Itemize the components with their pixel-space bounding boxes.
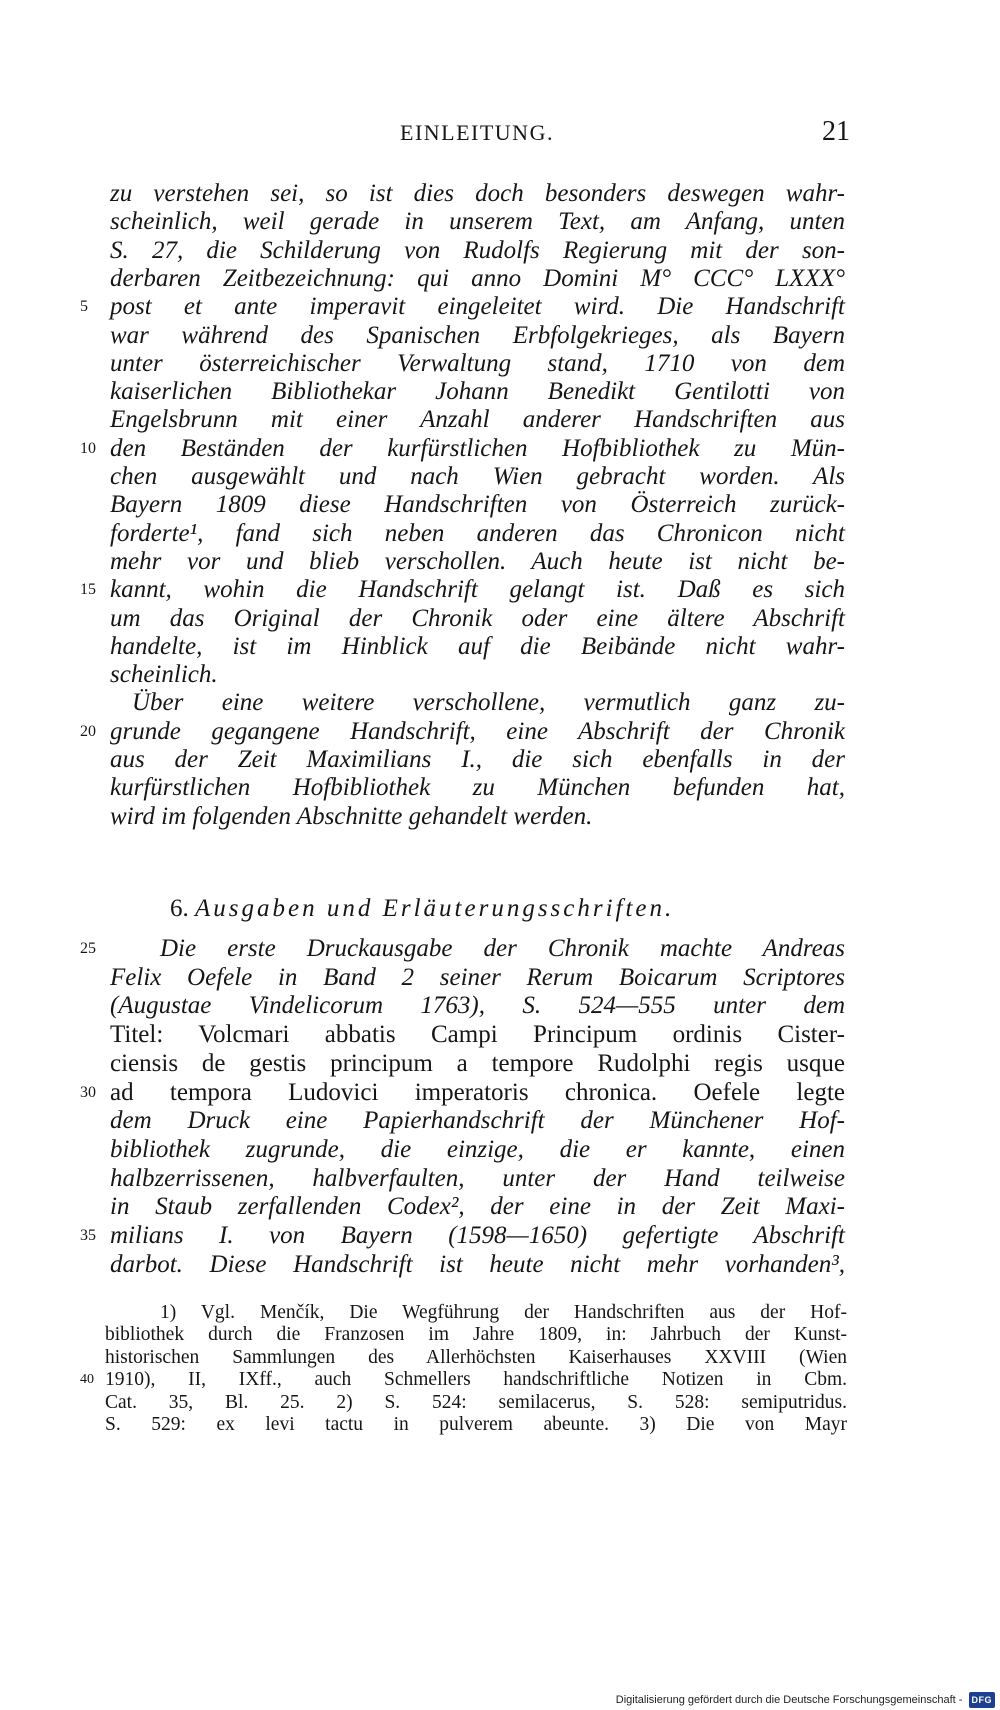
section-title: Ausgaben und Erläuterungsschriften. <box>195 895 675 922</box>
body-line: kaiserlichen Bibliothekar Johann Benedikt Gentilotti von <box>110 378 845 406</box>
section-line: halbzerrissenen, halbverfaulten, unter der Hand teilweise <box>110 1164 845 1192</box>
section-line: (Augustae Vindelicorum 1763), S. 524—555 unter dem <box>110 992 845 1020</box>
section-line: in Staub zerfallenden Codex², der eine in der Zeit Maxi- <box>110 1193 845 1221</box>
body-line: wird im folgenden Abschnitte gehandelt werden. <box>110 802 593 830</box>
body-line: forderte¹, fand sich neben anderen das Chronicon nicht <box>110 519 845 547</box>
line-number: 35 <box>80 1227 96 1244</box>
section-number: 6. <box>170 895 189 922</box>
body-line: Über eine weitere verschollene, vermutlich ganz zu- <box>132 689 845 717</box>
body-line: handelte, ist im Hinblick auf die Beibände nicht wahr- <box>110 632 845 660</box>
footnote-line: 1) Vgl. Menčík, Die Wegführung der Handschriften aus der Hof- <box>160 1302 847 1323</box>
section-line: ciensis de gestis principum a tempore Rudolphi regis usque <box>110 1049 845 1077</box>
section-line: milians I. von Bayern (1598—1650) gefertigte Abschrift <box>110 1222 845 1249</box>
body-line: S. 27, die Schilderung von Rudolfs Regierung mit der son- <box>110 236 845 264</box>
section-line: Felix Oefele in Band 2 seiner Rerum Boicarum Scriptores <box>110 963 845 991</box>
dfg-logo: DFG <box>969 1692 996 1708</box>
section-line: darbot. Diese Handschrift ist heute nicht mehr vorhanden³, <box>110 1250 845 1278</box>
body-line: zu verstehen sei, so ist dies doch besonders deswegen wahr- <box>110 180 845 207</box>
page-header <box>0 116 1000 156</box>
body-line: war während des Spanischen Erbfolgekrieges, als Bayern <box>110 321 845 349</box>
line-number: 20 <box>80 722 96 740</box>
footnote-line: bibliothek durch die Franzosen im Jahre 1809, in: Jahrbuch der Kunst- <box>105 1324 847 1346</box>
body-line: scheinlich. <box>110 661 218 689</box>
body-line: derbaren Zeitbezeichnung: qui anno Domini M° CCC° LXXX° <box>110 264 845 292</box>
line-number: 40 <box>80 1372 94 1388</box>
section-line: Titel: Volcmari abbatis Campi Principum ordinis Cister- <box>110 1021 845 1049</box>
body-line: kurfürstlichen Hofbibliothek zu München befunden hat, <box>110 774 845 802</box>
line-number: 10 <box>80 439 96 457</box>
body-line: post et ante imperavit eingeleitet wird. Die Handschrift <box>110 293 845 321</box>
footnote-line: Cat. 35, Bl. 25. 2) S. 524: semilacerus, S. 528: semiputridus. <box>105 1391 847 1413</box>
credit-text: Digitalisierung gefördert durch die Deutsche Forschungsgemeinschaft - <box>615 1694 963 1706</box>
footnote-line: historischen Sammlungen des Allerhöchsten Kaiserhauses XXVIII (Wien <box>105 1346 847 1368</box>
body-line: Engelsbrunn mit einer Anzahl anderer Handschriften aus <box>110 406 845 434</box>
body-line: scheinlich, weil gerade in unserem Text, am Anfang, unten <box>110 208 845 236</box>
section-line: bibliothek zugrunde, die einzige, die er kannte, einen <box>110 1135 845 1163</box>
digitization-credit <box>600 1692 995 1708</box>
section-heading <box>170 893 870 925</box>
body-line: aus der Zeit Maximilians I., die sich ebenfalls in der <box>110 746 845 773</box>
running-title: EINLEITUNG. <box>400 120 554 145</box>
body-line: grunde gegangene Handschrift, eine Abschrift der Chronik <box>110 717 845 745</box>
line-number: 30 <box>80 1083 96 1101</box>
body-line: mehr vor und blieb verschollen. Auch heute ist nicht be- <box>110 547 845 575</box>
body-line: den Beständen der kurfürstlichen Hofbibliothek zu Mün- <box>110 434 845 462</box>
footnote-line: 1910), II, IXff., auch Schmellers handschriftliche Notizen in Cbm. <box>105 1369 847 1391</box>
body-line: kannt, wohin die Handschrift gelangt ist. Daß es sich <box>110 576 845 604</box>
line-number: 15 <box>80 581 96 599</box>
line-number: 5 <box>80 298 88 316</box>
section-line: dem Druck eine Papierhandschrift der Münchener Hof- <box>110 1107 845 1135</box>
body-line: um das Original der Chronik oder eine ältere Abschrift <box>110 604 845 632</box>
section-line: Die erste Druckausgabe der Chronik machte Andreas <box>160 935 845 962</box>
body-line: chen ausgewählt und nach Wien gebracht worden. Als <box>110 463 845 490</box>
section-line: ad tempora Ludovici imperatoris chronica. Oefele legte <box>110 1078 845 1106</box>
line-number: 25 <box>80 940 96 957</box>
body-line: Bayern 1809 diese Handschriften von Österreich zurück- <box>110 491 845 519</box>
footnote-line: S. 529: ex levi tactu in pulverem abeunte. 3) Die von Mayr <box>105 1414 847 1435</box>
body-line: unter österreichischer Verwaltung stand, 1710 von dem <box>110 349 845 377</box>
page-number: 21 <box>822 116 850 147</box>
